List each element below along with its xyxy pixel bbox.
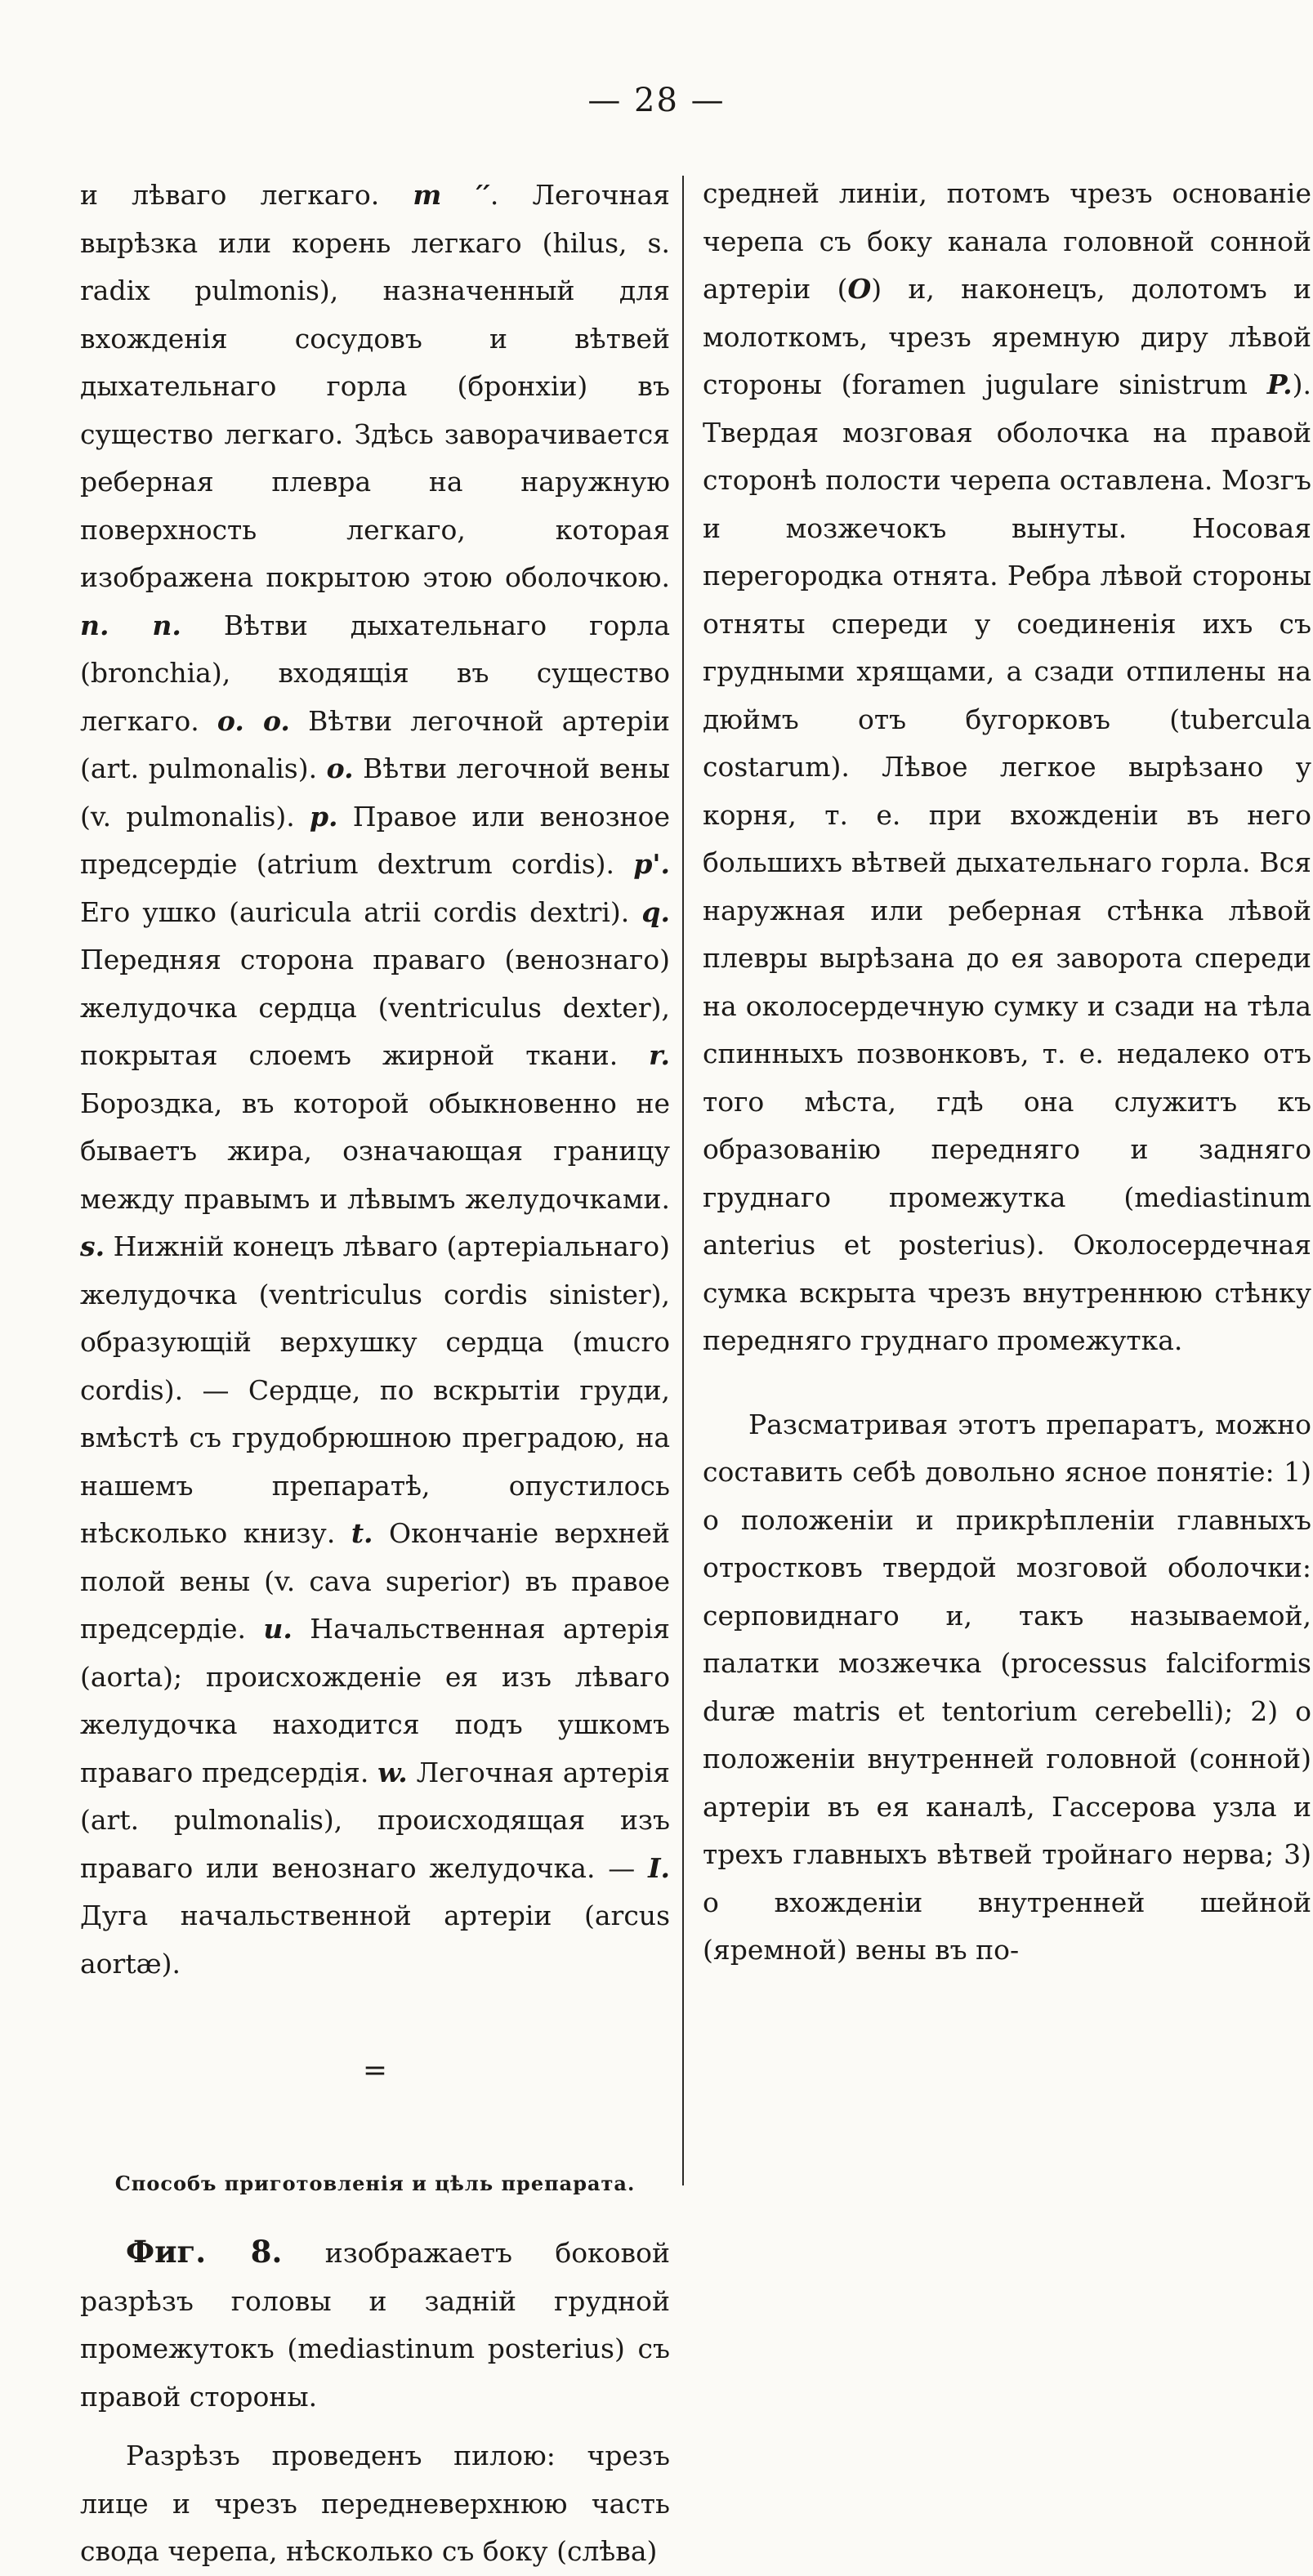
text-run: Начальственная артерія (aorta); происхожденіе ея изъ лѣваго желудочка находится подъ ушкомъ праваго предсердія. [80,1613,670,1788]
text-run: Окончаніе верхней полой вены (v. cava superior) въ правое предсердіе. [80,1517,671,1645]
page-number: — 28 — [587,82,726,119]
label-o: o. [326,752,354,784]
legend-paragraph [80,172,670,1988]
section-heading: Способъ приготовленія и цѣль препарата. [114,2172,636,2195]
text-run: Бороздка, въ которой обыкновенно не бываетъ жира, означающая границу между правымъ и лѣвымъ желудочками. [80,1087,670,1215]
right-column [703,170,1311,1975]
label-t: t. [351,1517,373,1549]
text-run: ) и, наконецъ, долотомъ и молоткомъ, чрезъ яремную диру лѣвой стороны (foramen jugulare sinistrum [703,273,1312,400]
column-divider [682,176,684,2185]
observation-paragraph: Разсматривая этотъ препаратъ, можно составить себѣ довольно ясное понятіе: 1) о положеніи и прикрѣпленіи главныхъ отростковъ твердой мозговой оболочки: серповиднаго и, такъ называемой, палатки мозжечка (processus falciformis duræ matris et tentorium cerebelli); 2) о положеніи внутренней головной (сонной) артеріи въ ея каналѣ, Гассерова узла и трехъ главныхъ вѣтвей тройнаго нерва; 3) о вхожденіи внутренней шейной (яремной) вены въ по- [703,1408,1311,1966]
label-O: O [847,273,872,305]
text-run: Вѣтви легочной вены (v. pulmonalis). [80,752,671,833]
label-oo: o. o. [217,704,290,737]
text-run: ). Твердая мозговая оболочка на правой сторонѣ полости черепа оставлена. Мозгъ и мозжечокъ вынуты. Носовая перегородка отнята. Ребра лѣвой стороны отняты спереди у соединенія ихъ съ грудными хрящами, а сзади отпилены на дюймъ отъ бугорковъ (tubercula costarum). Лѣвое легкое вырѣзано у корня, т. е. при вхожденіи въ него большихъ вѣтвей дыхательнаго горла. Вся наружная или реберная стѣнка лѣвой плевры вырѣзана до ея заворота спереди на околосердечную сумку и сзади на тѣла спинныхъ позвонковъ, т. е. недалеко отъ того мѣста, гдѣ она служитъ къ образованію передняго и задняго груднаго промежутка (mediastinum anterius et posterius). Околосердечная сумка вскрыта чрезъ внутреннюю стѣнку передняго груднаго промежутка. [703,368,1311,1356]
text-run: Дуга начальственной артеріи (arcus aortæ). [80,1900,670,1980]
text-run: Легочная артерія (art. pulmonalis), происходящая изъ праваго или венознаго желудочка. — [80,1756,671,1884]
label-p-prime: p'. [633,848,670,880]
label-n: n. n. [80,609,181,641]
text-run: Правое или венозное предсердіе (atrium dextrum cordis). [80,800,670,880]
label-w: w. [377,1756,408,1788]
text-run: Вѣтви легочной артеріи (art. pulmonalis). [80,704,671,784]
label-P: P. [1266,368,1293,400]
label-r: r. [649,1039,670,1071]
section-separator: = [362,2054,388,2087]
text-run: изображаетъ боковой разрѣзъ головы и задній грудной промежутокъ (mediastinum posterius) съ правой стороны. [80,2237,670,2413]
label-s: s. [80,1230,105,1262]
text-run: Передняя сторона праваго (венознаго) желудочка сердца (ventriculus dexter), покрытая слоемъ жирной ткани. [80,944,670,1071]
figure-description [80,2228,670,2421]
cut-paragraph: Разрѣзъ проведенъ пилою: чрезъ лице и чрезъ передневерхнюю часть свода черепа, нѣсколько съ боку (слѣва) [80,2440,670,2567]
left-column [80,172,670,2576]
label-p: p. [309,800,338,833]
text-run: и лѣваго легкаго. [80,179,413,211]
procedure-paragraph [703,170,1311,1365]
label-I: I. [648,1851,670,1884]
label-m: m ′′ [413,179,490,211]
text-run: Нижній конецъ лѣваго (артеріальнаго) желудочка (ventriculus cordis sinister), образующій верхушку сердца (mucro cordis). — Сердце, по вскрытіи груди, вмѣстѣ съ грудобрюшною преградою, на нашемъ препаратѣ, опустилось нѣсколько книзу. [80,1230,670,1549]
text-run: Его ушко (auricula atrii cordis dextri). [80,895,642,928]
text-run: средней линіи, потомъ чрезъ основаніе черепа съ боку канала головной сонной артеріи ( [703,177,1311,305]
text-run: . Легочная вырѣзка или корень легкаго (hilus, s. radix pulmonis), назначенный для вхожденія сосудовъ и вѣтвей дыхательнаго горла (бронхіи) въ существо легкаго. Здѣсь заворачивается реберная плевра на наружную поверхность легкаго, которая изображена покрытою этою оболочкою. [80,179,670,593]
figure-label: Фиг. 8. [126,2234,283,2270]
text-run: Вѣтви дыхательнаго горла (bronchia), входящія въ существо легкаго. [80,609,671,737]
label-q: q. [641,895,670,928]
label-u: u. [263,1613,293,1645]
